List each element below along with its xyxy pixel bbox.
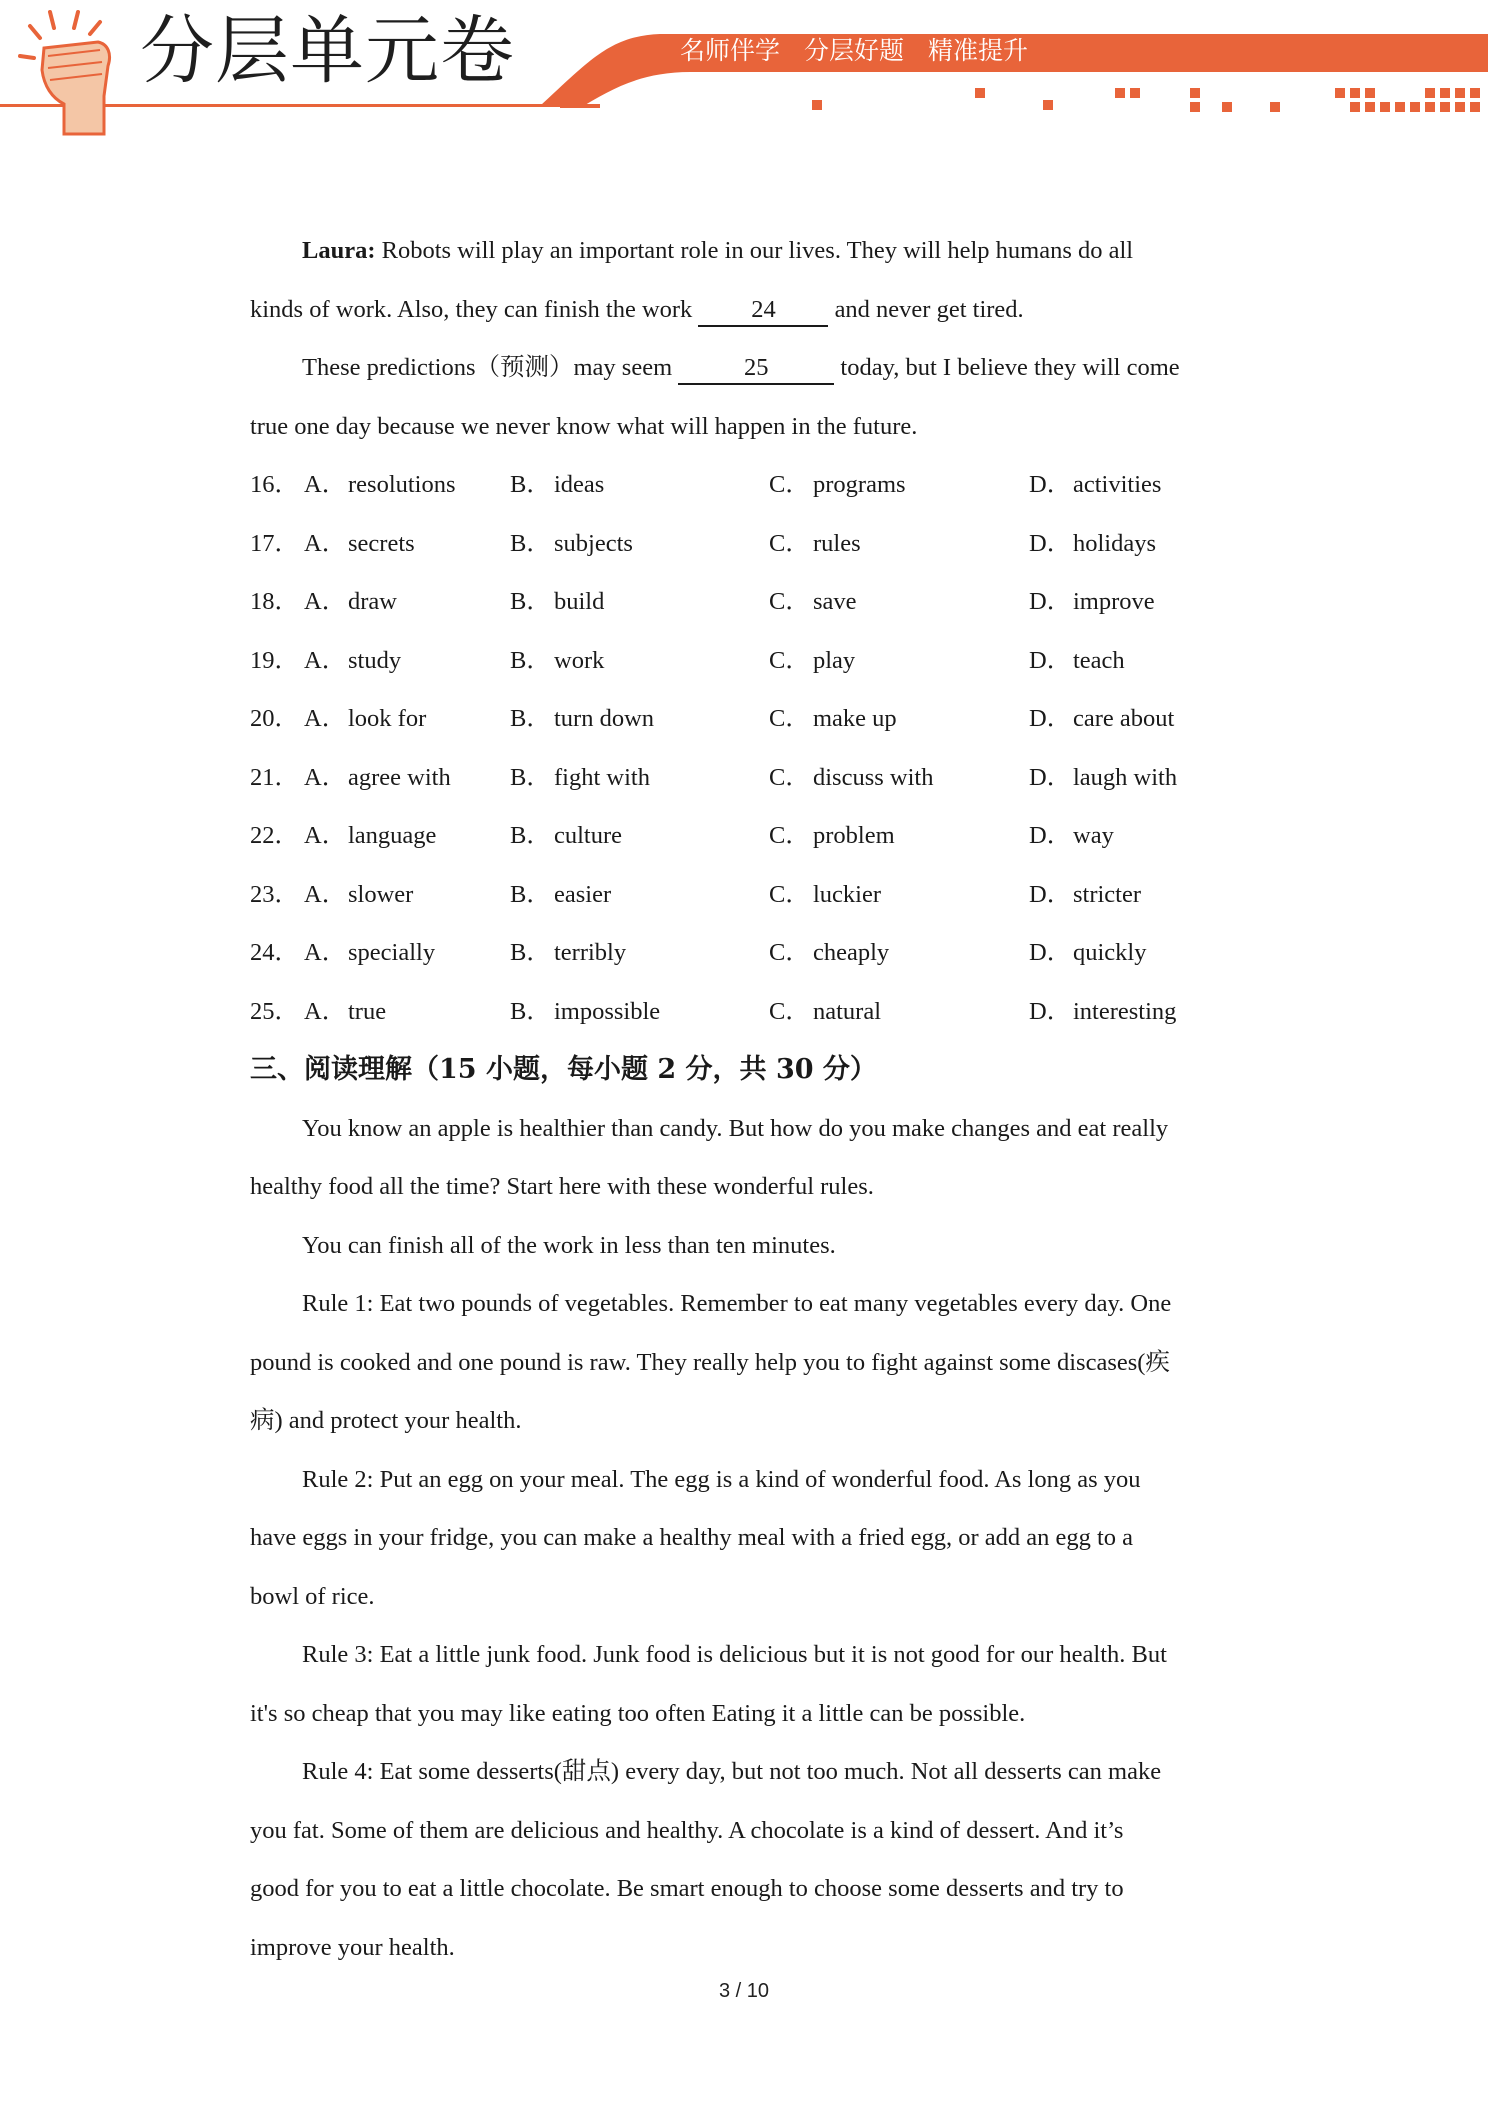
- option-text: turn down: [554, 705, 655, 732]
- reading-line: Rule 3: Eat a little junk food. Junk food is delicious but it is not good for our health. But: [302, 1641, 1167, 1668]
- paragraph-text: and never get tired.: [828, 295, 1024, 323]
- option-letter: D．: [1029, 529, 1072, 557]
- reading-line: it's so cheap that you may like eating too often Eating it a little can be possible.: [250, 1699, 1026, 1727]
- option-text: discuss with: [813, 763, 934, 791]
- reading-line: 病) and protect your health.: [250, 1407, 522, 1434]
- option-text: holidays: [1073, 529, 1157, 557]
- question-row: [250, 983, 1240, 1042]
- question-number: 23．: [250, 880, 299, 908]
- option-c: [769, 749, 1029, 808]
- option-text: ideas: [554, 471, 605, 498]
- reading-line: pound is cooked and one pound is raw. They really help you to fight against some discases(疾: [250, 1348, 1170, 1376]
- reading-line: Rule 1: Eat two pounds of vegetables. Remember to eat many vegetables every day. One: [302, 1290, 1172, 1317]
- option-text: culture: [554, 822, 623, 849]
- option-letter: C．: [769, 646, 810, 674]
- option-letter: A．: [304, 763, 347, 791]
- option-letter: A．: [304, 705, 347, 732]
- option-text: rules: [813, 529, 861, 557]
- option-letter: D．: [1029, 588, 1072, 615]
- option-a: [304, 924, 510, 983]
- reading-line: Rule 2: Put an egg on your meal. The egg is a kind of wonderful food. As long as you: [302, 1465, 1141, 1493]
- paragraph-text: today, but I believe they will come: [834, 354, 1180, 381]
- option-d: [1029, 515, 1229, 574]
- option-letter: B．: [510, 646, 551, 674]
- question-row: [250, 807, 1240, 866]
- option-letter: A．: [304, 997, 347, 1025]
- option-d: [1029, 924, 1229, 983]
- question-number: 20．: [250, 705, 299, 732]
- option-a: [304, 515, 510, 574]
- option-c: [769, 866, 1029, 925]
- question-row: [250, 924, 1240, 983]
- option-d: [1029, 632, 1229, 691]
- slogan-item: 分层好题: [804, 36, 905, 65]
- option-text: study: [348, 646, 402, 674]
- option-letter: B．: [510, 880, 551, 908]
- option-text: way: [1073, 822, 1114, 849]
- option-text: resolutions: [348, 471, 456, 498]
- paragraph-text: These predictions（预测）may seem: [302, 354, 679, 381]
- option-letter: B．: [510, 588, 551, 615]
- option-a: [304, 456, 510, 515]
- option-d: [1029, 690, 1229, 749]
- option-a: [304, 866, 510, 925]
- option-b: [510, 749, 769, 808]
- option-b: [510, 690, 769, 749]
- option-letter: B．: [510, 705, 551, 732]
- page-header: [0, 0, 1488, 140]
- option-letter: B．: [510, 763, 551, 791]
- option-letter: A．: [304, 822, 347, 849]
- option-letter: D．: [1029, 822, 1072, 849]
- option-b: [510, 456, 769, 515]
- option-text: cheaply: [813, 939, 890, 966]
- option-letter: D．: [1029, 471, 1072, 498]
- option-b: [510, 573, 769, 632]
- option-letter: D．: [1029, 939, 1072, 966]
- question-number: 19．: [250, 646, 299, 674]
- option-c: [769, 456, 1029, 515]
- option-letter: C．: [769, 822, 810, 849]
- logo-title: 分层单元卷: [140, 8, 515, 94]
- option-c: [769, 924, 1029, 983]
- question-number: 22．: [250, 822, 299, 849]
- option-letter: C．: [769, 939, 810, 966]
- option-b: [510, 983, 769, 1042]
- page-number: 3 / 10: [718, 1980, 770, 2002]
- option-letter: C．: [769, 880, 810, 908]
- option-a: [304, 632, 510, 691]
- option-text: problem: [813, 822, 895, 849]
- speaker-label: Laura:: [302, 237, 376, 264]
- option-text: secrets: [348, 529, 415, 557]
- reading-line: have eggs in your fridge, you can make a healthy meal with a fried egg, or add an egg to a: [250, 1524, 1134, 1551]
- option-a: [304, 749, 510, 808]
- option-text: care about: [1073, 705, 1175, 732]
- option-text: slower: [348, 880, 414, 908]
- question-options: [250, 456, 1240, 1041]
- question-number: 16．: [250, 471, 299, 498]
- option-letter: A．: [304, 588, 347, 615]
- option-d: [1029, 983, 1229, 1042]
- option-letter: D．: [1029, 997, 1072, 1025]
- slogan-item: 名师伴学: [680, 36, 781, 65]
- option-c: [769, 983, 1029, 1042]
- option-c: [769, 690, 1029, 749]
- option-letter: D．: [1029, 646, 1072, 674]
- option-text: luckier: [813, 880, 882, 908]
- option-a: [304, 983, 510, 1042]
- option-text: programs: [813, 471, 906, 498]
- paragraph-text: Robots will play an important role in our lives. They will help humans do all: [375, 237, 1134, 264]
- option-text: build: [554, 588, 605, 615]
- option-b: [510, 515, 769, 574]
- option-text: save: [813, 588, 857, 615]
- option-letter: A．: [304, 471, 347, 498]
- option-letter: B．: [510, 471, 551, 498]
- option-letter: D．: [1029, 705, 1072, 732]
- option-d: [1029, 807, 1229, 866]
- laura-paragraph-line1: [250, 222, 1240, 281]
- option-text: natural: [813, 997, 882, 1025]
- question-row: [250, 573, 1240, 632]
- option-c: [769, 632, 1029, 691]
- option-text: specially: [348, 939, 436, 966]
- reading-line: you fat. Some of them are delicious and healthy. A chocolate is a kind of dessert. And it’s: [250, 1816, 1124, 1844]
- paragraph-text: kinds of work. Also, they can finish the work: [250, 295, 699, 323]
- option-letter: B．: [510, 939, 551, 966]
- option-text: improve: [1073, 588, 1155, 615]
- option-a: [304, 807, 510, 866]
- question-number: 18．: [250, 588, 299, 615]
- option-c: [769, 573, 1029, 632]
- reading-line: bowl of rice.: [250, 1582, 375, 1610]
- option-text: subjects: [554, 529, 633, 557]
- question-number: 24．: [250, 939, 299, 966]
- prediction-paragraph-line2: true one day because we never know what will happen in the future.: [250, 412, 918, 440]
- option-letter: C．: [769, 471, 810, 498]
- reading-line: healthy food all the time? Start here with these wonderful rules.: [250, 1173, 874, 1200]
- option-letter: C．: [769, 763, 810, 791]
- option-a: [304, 573, 510, 632]
- option-letter: A．: [304, 529, 347, 557]
- option-text: terribly: [554, 939, 627, 966]
- option-letter: D．: [1029, 763, 1072, 791]
- fist-icon: [8, 0, 138, 140]
- option-d: [1029, 573, 1229, 632]
- question-row: [250, 456, 1240, 515]
- option-text: agree with: [348, 763, 451, 791]
- option-text: draw: [348, 588, 397, 615]
- option-c: [769, 807, 1029, 866]
- option-text: true: [348, 997, 387, 1025]
- question-row: [250, 690, 1240, 749]
- option-a: [304, 690, 510, 749]
- option-text: stricter: [1073, 880, 1142, 908]
- option-text: language: [348, 822, 437, 849]
- question-number: 17．: [250, 529, 299, 557]
- section-title: 三、阅读理解（15 小题，每小题 2 分，共 30 分）: [250, 1054, 877, 1085]
- option-text: easier: [554, 880, 612, 908]
- reading-line: You can finish all of the work in less than ten minutes.: [302, 1231, 836, 1259]
- option-text: look for: [348, 705, 427, 732]
- question-number: 21．: [250, 763, 299, 791]
- reading-line: Rule 4: Eat some desserts(甜点) every day, but not too much. Not all desserts can make: [302, 1758, 1162, 1785]
- reading-line: improve your health.: [250, 1933, 455, 1961]
- option-letter: B．: [510, 822, 551, 849]
- blank-25: 25: [678, 353, 834, 385]
- option-b: [510, 632, 769, 691]
- blank-24: 24: [698, 295, 828, 327]
- option-text: play: [813, 646, 856, 674]
- reading-line: You know an apple is healthier than candy. But how do you make changes and eat really: [302, 1114, 1169, 1142]
- option-letter: D．: [1029, 880, 1072, 908]
- page-content: [250, 222, 1240, 1977]
- option-text: teach: [1073, 646, 1125, 674]
- laura-paragraph-line2: [250, 281, 1240, 340]
- option-text: make up: [813, 705, 897, 732]
- option-letter: A．: [304, 646, 347, 674]
- option-c: [769, 515, 1029, 574]
- option-text: laugh with: [1073, 763, 1178, 791]
- option-text: interesting: [1073, 997, 1177, 1025]
- option-letter: A．: [304, 939, 347, 966]
- option-letter: B．: [510, 997, 551, 1025]
- option-text: work: [554, 646, 605, 674]
- option-letter: C．: [769, 529, 810, 557]
- option-b: [510, 807, 769, 866]
- option-text: impossible: [554, 997, 661, 1025]
- header-slogan: [680, 34, 1240, 68]
- option-text: quickly: [1073, 939, 1147, 966]
- reading-line: good for you to eat a little chocolate. Be smart enough to choose some desserts and try to: [250, 1875, 1124, 1902]
- option-b: [510, 866, 769, 925]
- option-d: [1029, 866, 1229, 925]
- option-letter: A．: [304, 880, 347, 908]
- option-letter: C．: [769, 705, 810, 732]
- option-b: [510, 924, 769, 983]
- slogan-item: 精准提升: [928, 36, 1029, 65]
- prediction-paragraph-line1: [250, 339, 1240, 398]
- option-letter: C．: [769, 588, 810, 615]
- question-row: [250, 749, 1240, 808]
- option-d: [1029, 456, 1229, 515]
- option-letter: B．: [510, 529, 551, 557]
- option-text: fight with: [554, 763, 650, 791]
- option-d: [1029, 749, 1229, 808]
- question-row: [250, 515, 1240, 574]
- question-number: 25．: [250, 997, 299, 1025]
- option-text: activities: [1073, 471, 1162, 498]
- question-row: [250, 866, 1240, 925]
- question-row: [250, 632, 1240, 691]
- option-letter: C．: [769, 997, 810, 1025]
